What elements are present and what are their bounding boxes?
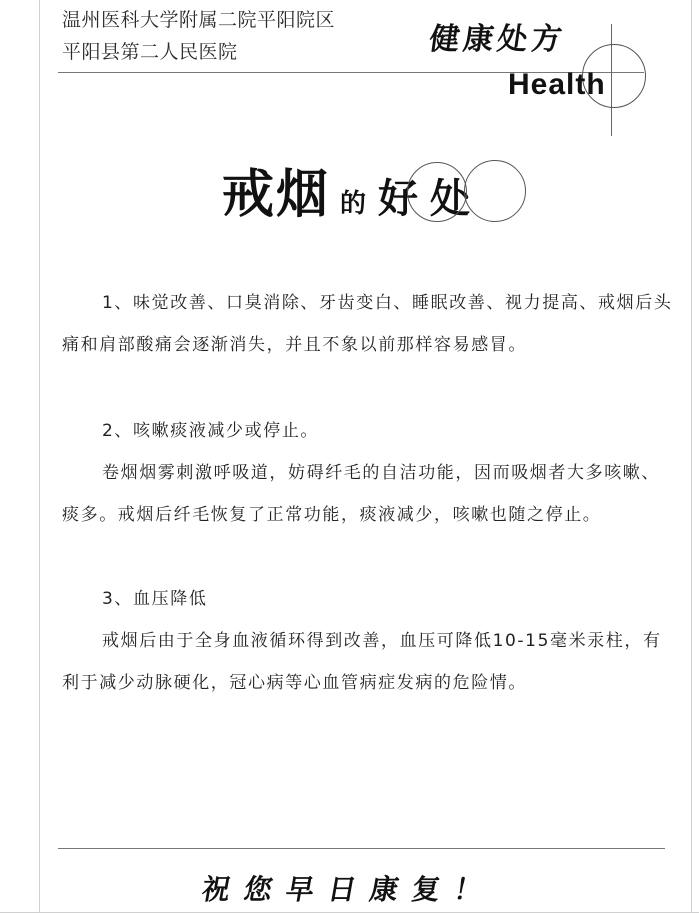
hospital-name-secondary: 平阳县第二人民医院 [62,41,238,63]
footer-blessing: 祝您早日康复！ [199,873,500,906]
paragraph-benefit-2-detail: 卷烟烟雾刺激呼吸道，妨碍纤毛的自洁功能，因而吸烟者大多咳嗽、痰多。戒烟后纤毛恢复了正常功能，痰液减少，咳嗽也随之停止。 [62,463,660,525]
paragraph-benefit-1: 1、味觉改善、口臭消除、牙齿变白、睡眠改善、视力提高、戒烟后头痛和肩部酸痛会逐渐消失，并且不象以前那样容易感冒。 [62,293,673,355]
hospital-name: 温州医科大学附属二院平阳院区 [62,9,336,31]
page-border-left [39,0,40,912]
title-circle-2 [464,160,526,222]
paragraph-benefit-3-heading: 3、血压降低 [102,589,208,609]
title-connector: 的 [340,189,367,219]
title-circle-1 [407,162,467,222]
footer-divider [58,848,665,849]
page-border-right [691,0,692,912]
page-border-bottom [0,912,699,913]
title-main: 戒烟 [222,164,331,225]
brand-title-cn: 健康处方 [427,22,568,57]
paragraph-benefit-2-heading: 2、咳嗽痰液减少或停止。 [102,421,320,441]
brand-title-en: Health [508,68,606,101]
paragraph-benefit-3-detail: 戒烟后由于全身血液循环得到改善，血压可降低10-15毫米汞柱，有利于减少动脉硬化，冠心病等心血管病症发病的危险情。 [62,631,662,693]
title-circled-char-1: 好 [378,175,419,222]
title-circled-char-2: 处 [430,175,471,222]
